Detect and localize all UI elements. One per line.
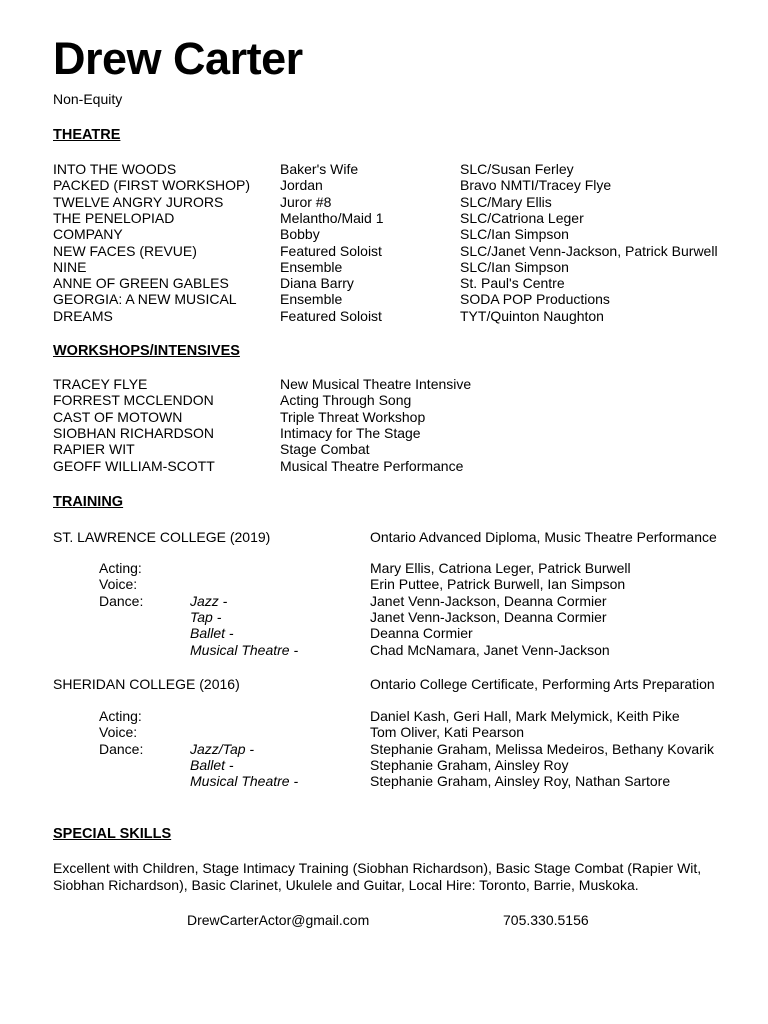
training-instructors: Stephanie Graham, Ainsley Roy, Nathan Sartore [370,773,671,790]
role-name: Ensemble [280,291,343,308]
union-status: Non-Equity [53,91,123,107]
workshop-teacher: CAST OF MOTOWN [53,408,183,425]
company-director: SLC/Susan Ferley [460,161,574,177]
training-subcategory: Ballet - [190,625,234,642]
show-title: THE PENELOPIAD [53,209,175,226]
role-name: Bobby [280,226,320,243]
theatre-heading: THEATRE [53,127,121,143]
company-director: St. Paul's Centre [460,275,565,292]
skills-text: Excellent with Children, Stage Intimacy Training (Siobhan Richardson), Basic Stage Combat (Rapier Wit, Siobhan Richardson), Basic Clarinet, Ukulele and Guitar, Local Hire: Toronto, Barrie, Muskoka. [53,860,702,893]
training-instructors: Janet Venn-Jackson, Deanna Cormier [370,592,607,609]
training-instructors: Deanna Cormier [370,625,473,642]
contact-phone: 705.330.5156 [503,912,589,928]
role-name: Juror #8 [280,193,332,210]
training-category: Voice: [99,576,138,593]
workshop-course: Acting Through Song [280,392,412,409]
training-instructors: Tom Oliver, Kati Pearson [370,724,525,741]
company-director: SLC/Ian Simpson [460,226,569,243]
role-name: Featured Soloist [280,307,382,324]
training-instructors: Stephanie Graham, Melissa Medeiros, Bethany Kovarik [370,740,714,757]
workshop-teacher: RAPIER WIT [53,441,135,458]
workshop-course: Stage Combat [280,441,370,458]
company-director: Bravo NMTI/Tracey Flye [460,177,612,194]
role-name: Diana Barry [280,275,354,292]
workshop-teacher: FORREST MCCLENDON [53,392,214,409]
actor-name: Drew Carter [53,33,303,84]
company-director: SLC/Catriona Leger [460,209,584,226]
show-title: TWELVE ANGRY JURORS [53,193,224,210]
show-title: GEORGIA: A NEW MUSICAL [53,291,237,308]
school-name: SHERIDAN COLLEGE (2016) [53,676,240,692]
school-name: ST. LAWRENCE COLLEGE (2019) [53,529,271,545]
training-instructors: Erin Puttee, Patrick Burwell, Ian Simpson [370,576,626,593]
show-title: ANNE OF GREEN GABLES [53,275,229,292]
role-name: Jordan [280,177,323,194]
workshop-course: Musical Theatre Performance [280,457,464,474]
training-instructors: Janet Venn-Jackson, Deanna Cormier [370,608,607,625]
show-title: NEW FACES (REVUE) [53,242,197,259]
role-name: Baker's Wife [280,161,359,177]
workshop-course: Triple Threat Workshop [280,408,426,425]
company-director: TYT/Quinton Naughton [460,307,604,324]
workshops-heading: WORKSHOPS/INTENSIVES [53,343,240,359]
show-title: DREAMS [53,307,113,324]
workshop-teacher: GEOFF WILLIAM-SCOTT [53,457,215,474]
skills-heading: SPECIAL SKILLS [53,826,172,842]
training-subcategory: Musical Theatre - [190,641,299,658]
company-director: SLC/Mary Ellis [460,193,552,210]
company-director: SODA POP Productions [460,291,610,308]
training-instructors: Daniel Kash, Geri Hall, Mark Melymick, Keith Pike [370,708,680,724]
training-category: Dance: [99,740,144,757]
training-subcategory: Musical Theatre - [190,773,299,790]
company-director: SLC/Ian Simpson [460,258,569,275]
company-director: SLC/Janet Venn-Jackson, Patrick Burwell [460,242,718,259]
workshop-course: Intimacy for The Stage [280,424,421,441]
training-subcategory: Jazz/Tap - [190,740,255,757]
training-heading: TRAINING [53,494,124,510]
workshop-teacher: TRACEY FLYE [53,376,148,392]
training-category: Voice: [99,724,138,741]
role-name: Ensemble [280,258,343,275]
school-credential: Ontario College Certificate, Performing Arts Preparation [370,676,715,692]
contact-email: DrewCarterActor@gmail.com [187,912,370,928]
training-subcategory: Ballet - [190,756,234,773]
workshop-course: New Musical Theatre Intensive [280,376,472,392]
training-category: Acting: [99,560,142,576]
training-category: Dance: [99,592,144,609]
role-name: Featured Soloist [280,242,382,259]
training-subcategory: Jazz - [190,592,228,609]
show-title: PACKED (FIRST WORKSHOP) [53,177,251,194]
show-title: COMPANY [53,226,123,243]
training-instructors: Mary Ellis, Catriona Leger, Patrick Burwell [370,560,631,576]
training-subcategory: Tap - [190,608,222,625]
training-instructors: Chad McNamara, Janet Venn-Jackson [370,641,610,658]
training-category: Acting: [99,708,142,724]
show-title: INTO THE WOODS [53,161,177,177]
workshop-teacher: SIOBHAN RICHARDSON [53,424,215,441]
training-instructors: Stephanie Graham, Ainsley Roy [370,756,569,773]
show-title: NINE [53,258,87,275]
role-name: Melantho/Maid 1 [280,209,384,226]
school-credential: Ontario Advanced Diploma, Music Theatre Performance [370,529,717,545]
